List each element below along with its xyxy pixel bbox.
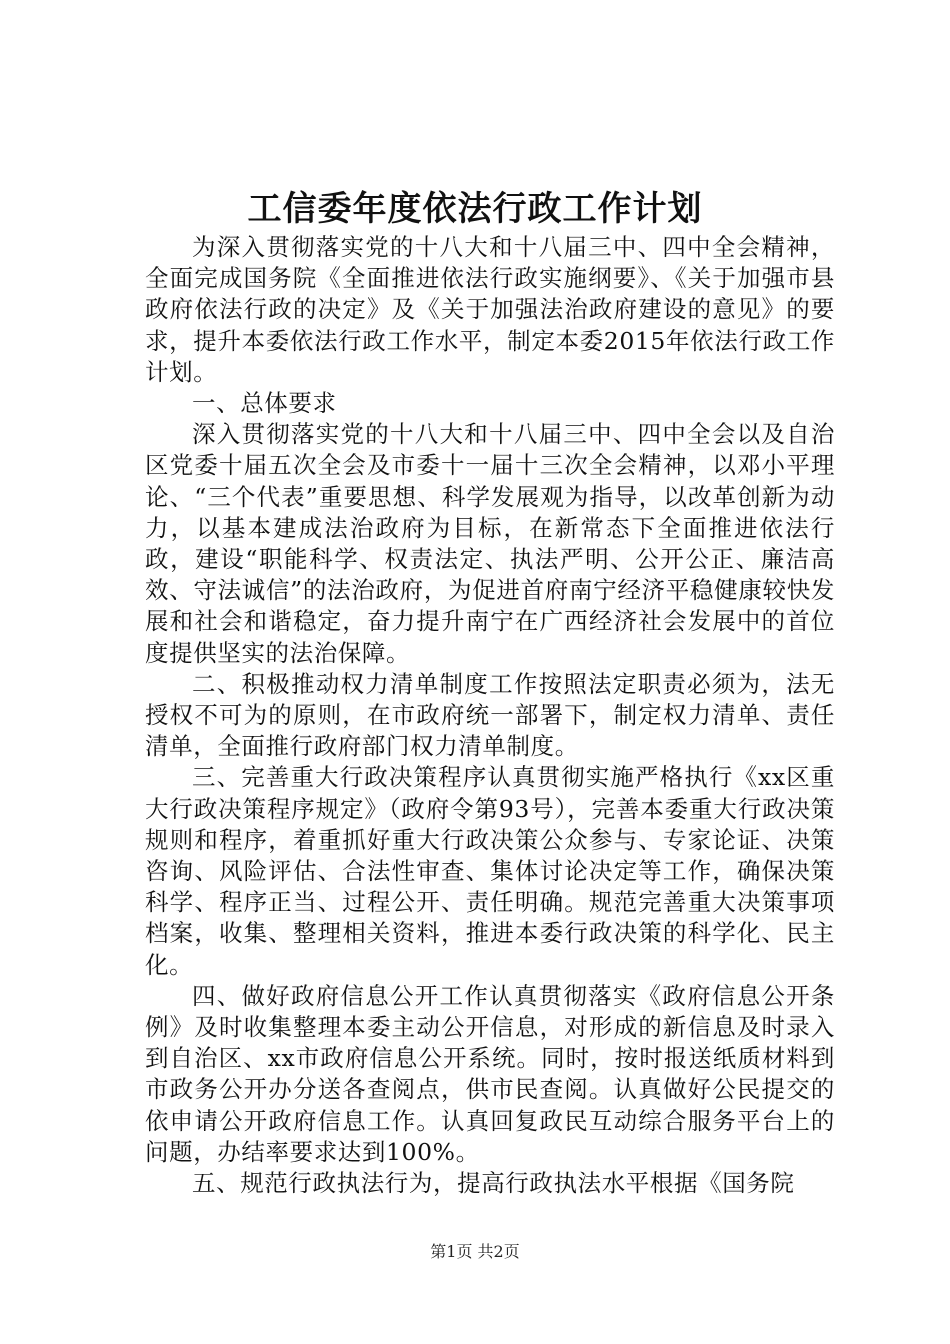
page-number-footer: 第1页 共2页 [430, 1242, 520, 1261]
paragraph-general-requirements: 深入贯彻落实党的十八大和十八届三中、四中全会以及自治区党委十届五次全会及市委十一届十三次全会精神，以邓小平理论、“三个代表”重要思想、科学发展观为指导，以改革创新为动力，以基本建成法治政府为目标，在新常态下全面推进依法行政，建设“职能科学、权责法定、执法严明、公开公正、廉洁高效、守法诚信”的法治政府，为促进首府南宁经济平稳健康较快发展和社会和谐稳定，奋力提升南宁在广西经济社会发展中的首位度提供坚实的法治保障。 [145, 420, 835, 667]
section-heading-general-requirements: 一、总体要求 [192, 389, 337, 418]
paragraph-intro: 为深入贯彻落实党的十八大和十八届三中、四中全会精神，全面完成国务院《全面推进依法行政实施纲要》、《关于加强市县政府依法行政的决定》及《关于加强法治政府建设的意见》的要求，提升本委依法行政工作水平，制定本委2015年依法行政工作计划。 [145, 233, 835, 386]
paragraph-decision-procedure: 三、完善重大行政决策程序认真贯彻实施严格执行《xx区重大行政决策程序规定》（政府令第93号），完善本委重大行政决策规则和程序，着重抓好重大行政决策公众参与、专家论证、决策咨询、风险评估、合法性审查、集体讨论决定等工作，确保决策科学、程序正当、过程公开、责任明确。规范完善重大决策事项档案，收集、整理相关资料，推进本委行政决策的科学化、民主化。 [145, 763, 835, 979]
paragraph-information-disclosure: 四、做好政府信息公开工作认真贯彻落实《政府信息公开条例》及时收集整理本委主动公开信息，对形成的新信息及时录入到自治区、xx市政府信息公开系统。同时，按时报送纸质材料到市政务公开办分送各查阅点，供市民查阅。认真做好公民提交的依申请公开政府信息工作。认真回复政民互动综合服务平台上的问题，办结率要求达到100%。 [145, 981, 835, 1166]
paragraph-power-list: 二、积极推动权力清单制度工作按照法定职责必须为，法无授权不可为的原则，在市政府统一部署下，制定权力清单、责任清单，全面推行政府部门权力清单制度。 [145, 669, 835, 761]
document-title: 工信委年度依法行政工作计划 [247, 189, 703, 229]
document-body [145, 232, 835, 1199]
paragraph-law-enforcement: 五、规范行政执法行为，提高行政执法水平根据《国务院 [192, 1169, 795, 1198]
